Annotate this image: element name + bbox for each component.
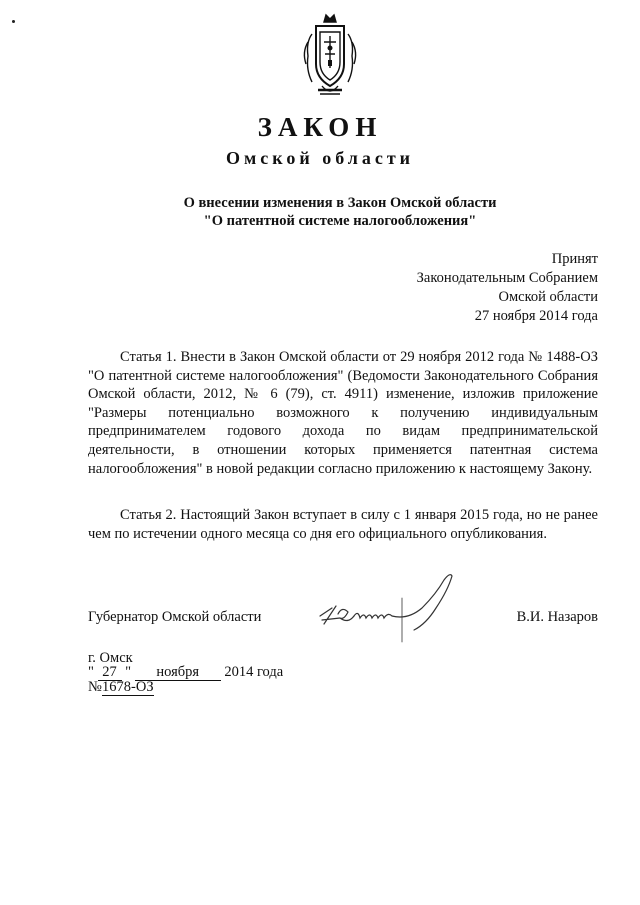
law-number: 1678-ОЗ	[102, 679, 154, 695]
omsk-coat-of-arms-emblem	[298, 12, 362, 100]
adoption-block	[417, 250, 598, 326]
signatory-position: Губернатор Омской области	[88, 609, 262, 625]
date-month: ноября	[135, 665, 221, 681]
document-title: ЗАКОН	[257, 112, 383, 142]
law-number-line	[88, 679, 154, 696]
adoption-date: 27 ноября 2014 года	[474, 308, 598, 324]
article-2-text: Статья 2. Настоящий Закон вступает в силу с 1 января 2015 года, но не ранее чем по истечении одного месяца со дня его официального опубликования.	[88, 507, 598, 542]
city-label: г. Омск	[88, 650, 133, 666]
law-heading-line-2: "О патентной системе налогообложения"	[203, 213, 477, 229]
scan-speck	[12, 20, 15, 23]
adoption-line: Омской области	[498, 289, 598, 305]
date-day: 27	[98, 665, 122, 681]
adoption-line: Принят	[551, 251, 598, 267]
handwritten-signature	[318, 568, 468, 648]
article-1-text: Статья 1. Внести в Закон Омской области от 29 ноября 2012 года № 1488-ОЗ "О патентной системе налогообложения" (Ведомости Законодательного Собрания Омской области, 2012, № 6 (79), ст. 4911) изменение, изложив приложение "Размеры потенциально возможного к получению индивидуальным предпринимателем годового дохода по видам предпринимательской деятельности, в отношении которых применяется патентная система налогообложения" в новой редакции согласно приложению к настоящему Закону.	[88, 349, 598, 477]
signatory-name: В.И. Назаров	[516, 609, 598, 625]
quote-close: "	[125, 664, 132, 680]
law-heading-line-1: О внесении изменения в Закон Омской области	[183, 195, 497, 211]
date-year: 2014 года	[224, 664, 284, 680]
number-sign: №	[88, 679, 102, 695]
quote-open: "	[88, 664, 94, 680]
document-subtitle: Омской области	[225, 148, 415, 168]
adoption-line: Законодательным Собранием	[416, 270, 598, 286]
